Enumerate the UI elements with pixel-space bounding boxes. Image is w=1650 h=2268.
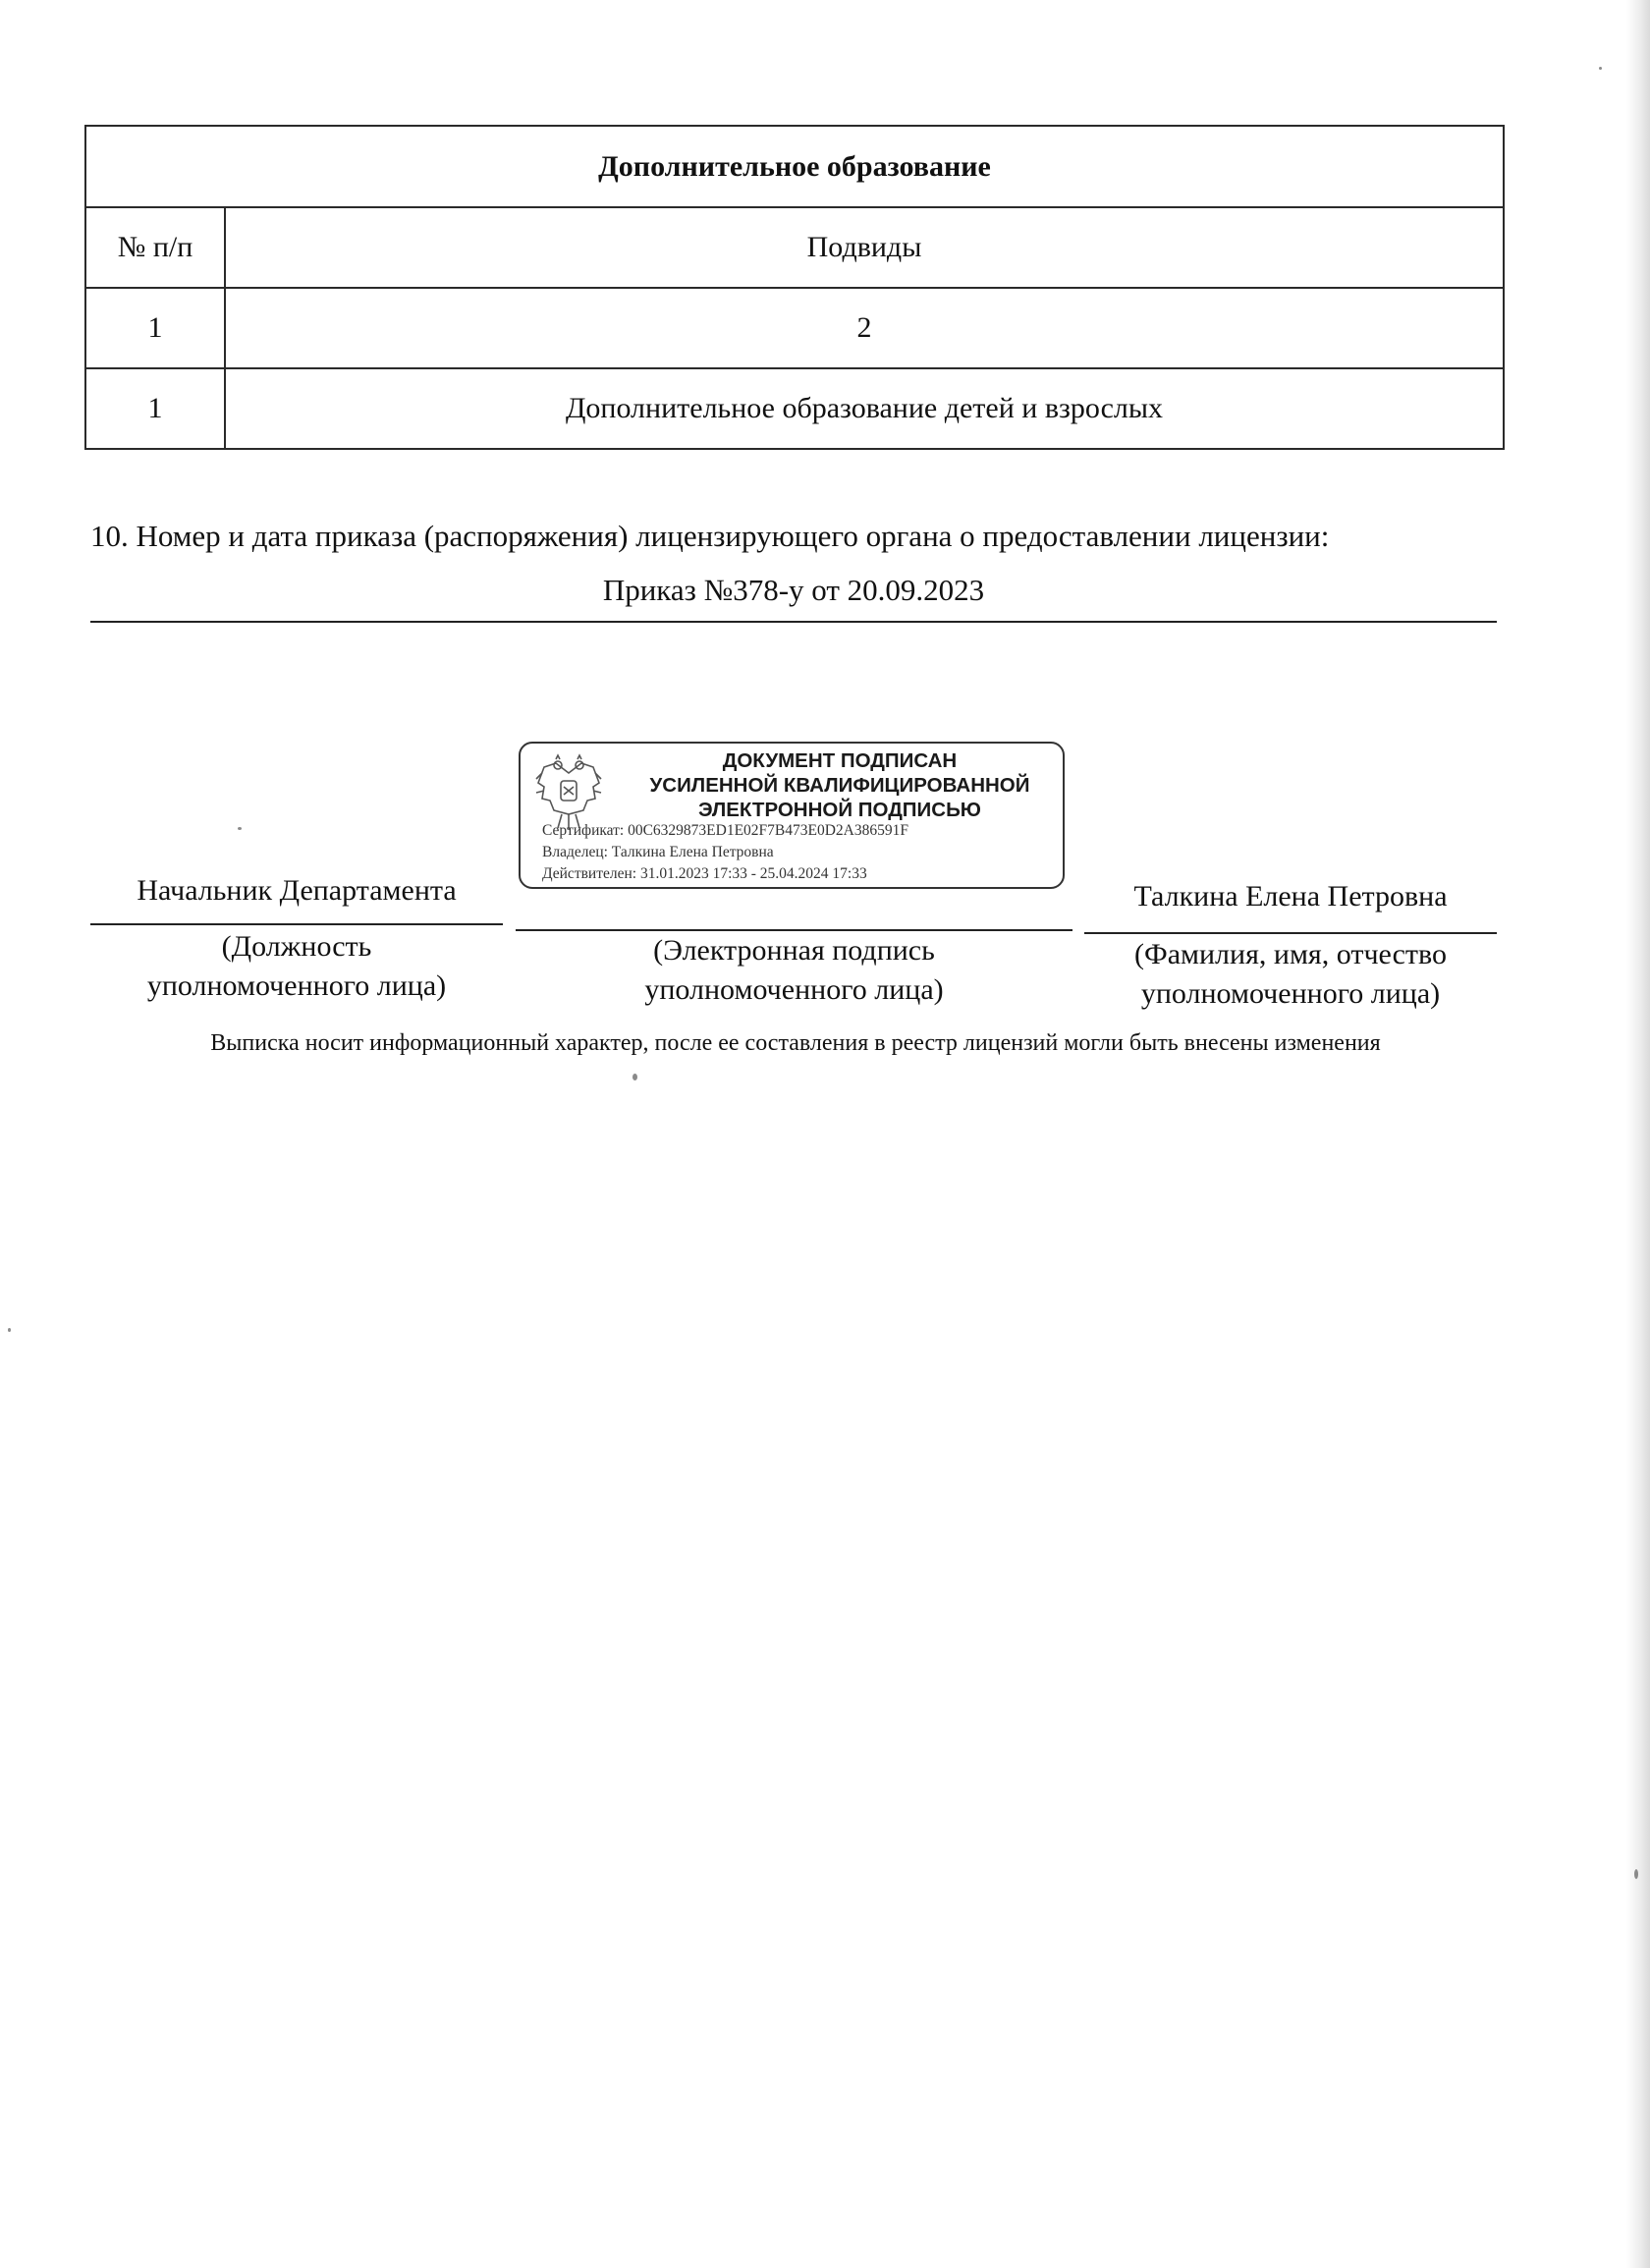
name-underline xyxy=(1084,932,1497,934)
caption-line: уполномоченного лица) xyxy=(644,973,944,1006)
stamp-title xyxy=(619,748,1061,822)
scan-speck xyxy=(238,827,242,830)
scan-edge xyxy=(1626,0,1650,2268)
row-subtype: Дополнительное образование детей и взрослых xyxy=(225,368,1504,449)
name-caption xyxy=(1084,935,1497,1014)
signer-position: Начальник Департамента xyxy=(137,874,457,907)
signer-name: Талкина Елена Петровна xyxy=(1133,880,1448,913)
table-header-row xyxy=(85,207,1504,288)
stamp-certificate: Сертификат: 00C6329873ED1E02F7B473E0D2A386591F xyxy=(542,822,908,839)
stamp-title-line: ДОКУМЕНТ ПОДПИСАН xyxy=(722,749,958,772)
scan-speck xyxy=(1634,1869,1638,1879)
position-underline xyxy=(90,923,503,925)
table-title-row xyxy=(85,126,1504,207)
table-title: Дополнительное образование xyxy=(85,126,1504,207)
scan-speck xyxy=(632,1074,637,1080)
subtypes-table xyxy=(84,125,1505,450)
index-subtypes: 2 xyxy=(225,288,1504,368)
caption-line: (Должность xyxy=(221,930,372,963)
caption-line: уполномоченного лица) xyxy=(146,969,447,1002)
section10-underline xyxy=(90,621,1497,623)
stamp-title-line: УСИЛЕННОЙ КВАЛИФИЦИРОВАННОЙ xyxy=(649,774,1030,797)
scan-speck xyxy=(1599,67,1602,70)
header-subtypes: Подвиды xyxy=(225,207,1504,288)
position-caption xyxy=(90,927,503,1006)
table-row xyxy=(85,368,1504,449)
caption-line: уполномоченного лица) xyxy=(1140,977,1441,1010)
electronic-signature-stamp xyxy=(519,742,1065,889)
caption-line: (Фамилия, имя, отчество xyxy=(1134,938,1447,970)
scan-speck xyxy=(8,1328,11,1332)
stamp-valid: Действителен: 31.01.2023 17:33 - 25.04.2024 17:33 xyxy=(542,865,867,882)
signature-caption xyxy=(516,931,1072,1010)
index-num: 1 xyxy=(85,288,225,368)
row-num: 1 xyxy=(85,368,225,449)
table-index-row xyxy=(85,288,1504,368)
footnote: Выписка носит информационный характер, после ее составления в реестр лицензий могли быть внесены изменения xyxy=(210,1030,1381,1056)
section10-label: 10. Номер и дата приказа (распоряжения) лицензирующего органа о предоставлении лицензии: xyxy=(90,519,1330,553)
stamp-owner: Владелец: Талкина Елена Петровна xyxy=(542,844,774,860)
section10-order: Приказ №378-у от 20.09.2023 xyxy=(602,573,985,607)
stamp-title-line: ЭЛЕКТРОННОЙ ПОДПИСЬЮ xyxy=(698,799,981,821)
header-num: № п/п xyxy=(85,207,225,288)
caption-line: (Электронная подпись xyxy=(653,934,935,967)
